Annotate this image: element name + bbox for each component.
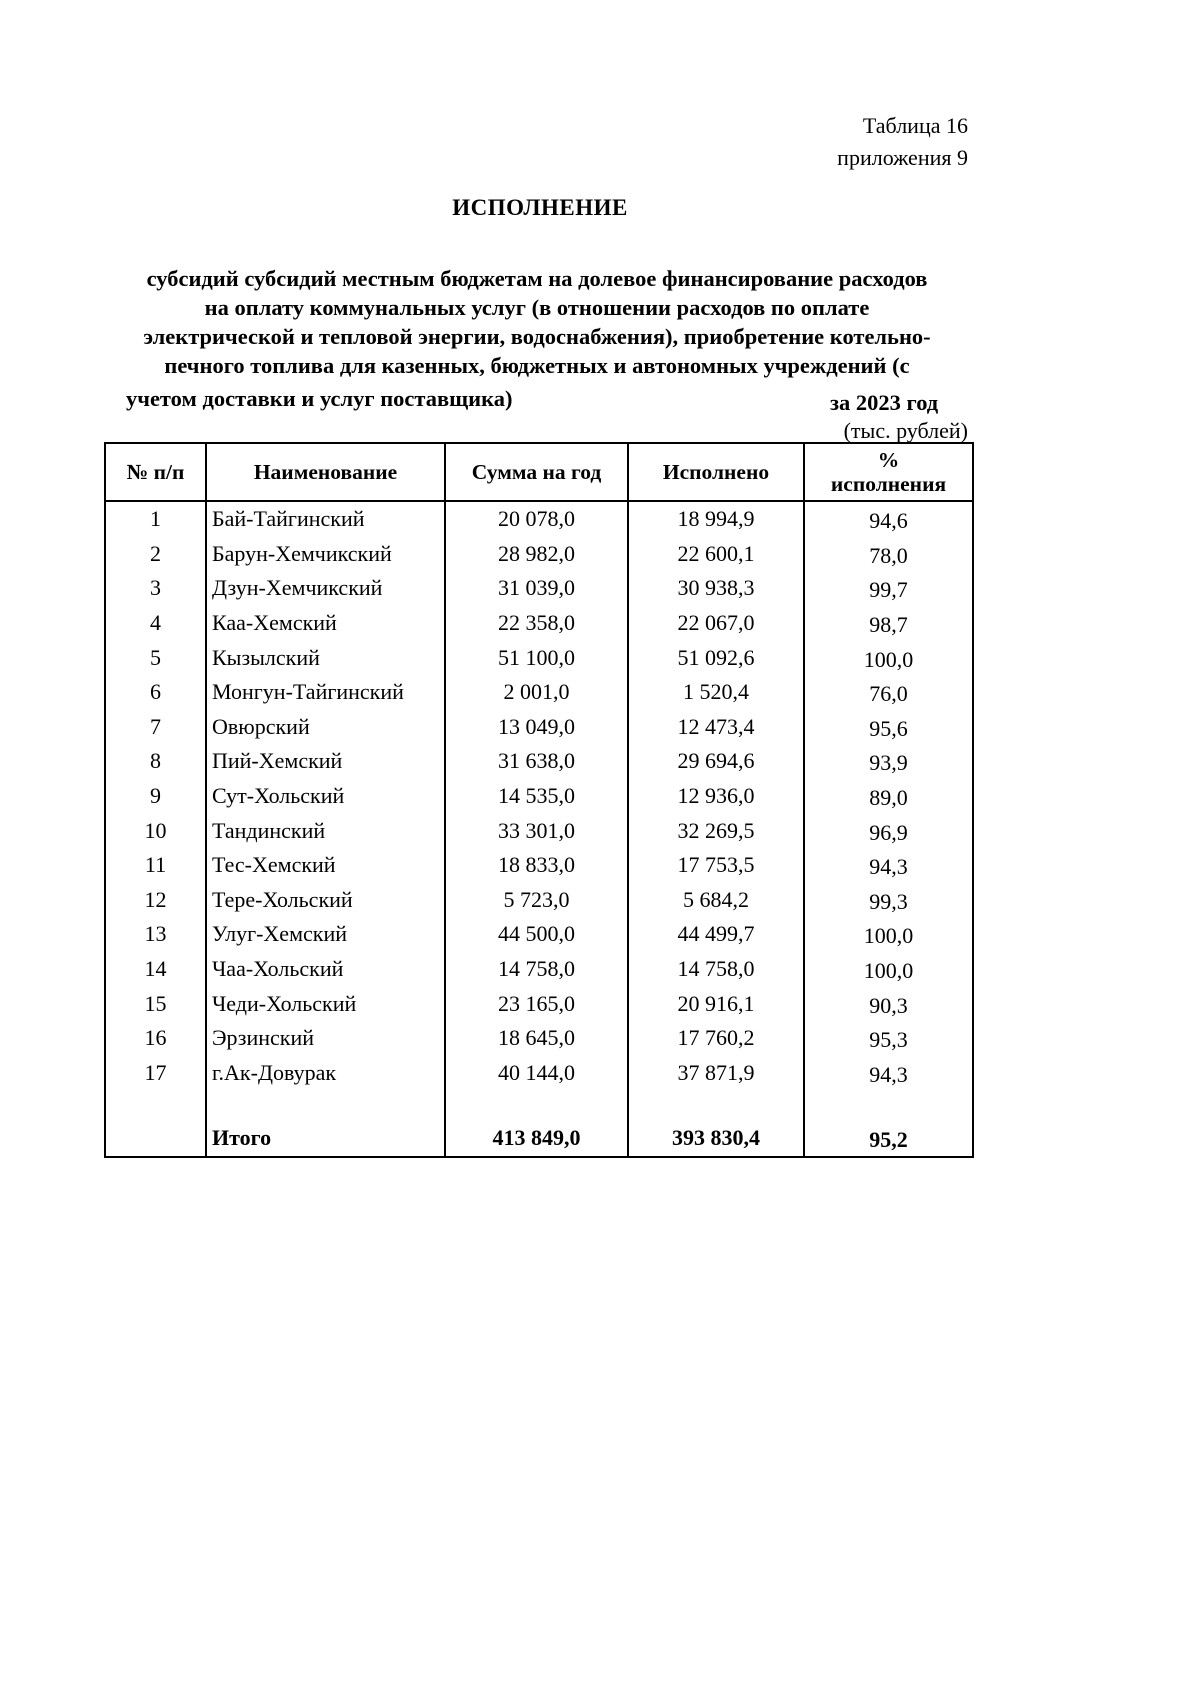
row-annual-amount: 13 049,0 [445, 710, 628, 745]
spacer-cell [445, 1090, 628, 1120]
row-number: 8 [105, 744, 206, 779]
row-percent: 98,7 [804, 606, 973, 641]
row-executed: 22 067,0 [628, 606, 804, 641]
subtitle-line: субсидий субсидий местным бюджетам на долевое финансирование расходов [146, 266, 928, 291]
table-row [105, 952, 973, 987]
row-name: Тес-Хемский [206, 848, 445, 883]
row-name: Каа-Хемский [206, 606, 445, 641]
document-title: ИСПОЛНЕНИЕ [452, 195, 628, 220]
table-row [105, 710, 973, 745]
row-annual-amount: 18 645,0 [445, 1021, 628, 1056]
header-number: № п/п [105, 443, 206, 501]
row-name: Бай-Тайгинский [206, 501, 445, 537]
header-percent-sign: % [877, 448, 900, 472]
row-executed: 29 694,6 [628, 744, 804, 779]
header-name: Наименование [206, 443, 445, 501]
row-executed: 51 092,6 [628, 640, 804, 675]
row-annual-amount: 22 358,0 [445, 606, 628, 641]
row-percent: 100,0 [804, 917, 973, 952]
units-label: (тыс. рублей) [843, 418, 968, 443]
row-number: 14 [105, 952, 206, 987]
subtitle-line: печного топлива для казенных, бюджетных и автономных учреждений (с [164, 353, 910, 378]
row-number: 12 [105, 883, 206, 918]
row-number: 5 [105, 640, 206, 675]
row-annual-amount: 28 982,0 [445, 537, 628, 572]
table-row [105, 848, 973, 883]
row-executed: 12 936,0 [628, 779, 804, 814]
table-row [105, 1021, 973, 1056]
table-row [105, 501, 973, 537]
row-number: 17 [105, 1056, 206, 1091]
subtitle-line: на оплату коммунальных услуг (в отношении расходов по оплате [204, 295, 870, 320]
row-percent: 76,0 [804, 675, 973, 710]
row-name: Сут-Хольский [206, 779, 445, 814]
row-executed: 20 916,1 [628, 986, 804, 1021]
row-executed: 22 600,1 [628, 537, 804, 572]
row-number: 10 [105, 813, 206, 848]
table-row [105, 640, 973, 675]
table-row [105, 1056, 973, 1091]
row-executed: 5 684,2 [628, 883, 804, 918]
row-annual-amount: 2 001,0 [445, 675, 628, 710]
subtitle-line: учетом доставки и услуг поставщика) [126, 386, 513, 411]
table-number: Таблица 16 [862, 113, 968, 138]
row-executed: 30 938,3 [628, 571, 804, 606]
row-number: 3 [105, 571, 206, 606]
row-percent: 99,7 [804, 571, 973, 606]
execution-table [104, 442, 974, 1158]
row-number: 7 [105, 710, 206, 745]
row-annual-amount: 51 100,0 [445, 640, 628, 675]
table-spacer-row [105, 1090, 973, 1120]
row-percent: 94,6 [804, 501, 973, 537]
row-annual-amount: 31 039,0 [445, 571, 628, 606]
document-subtitle [108, 264, 966, 380]
table-row [105, 986, 973, 1021]
row-name: Тандинский [206, 813, 445, 848]
appendix-number: приложения 9 [837, 145, 968, 170]
row-annual-amount: 31 638,0 [445, 744, 628, 779]
row-name: г.Ак-Довурак [206, 1056, 445, 1091]
row-annual-amount: 14 535,0 [445, 779, 628, 814]
row-name: Чаа-Хольский [206, 952, 445, 987]
row-executed: 14 758,0 [628, 952, 804, 987]
spacer-cell [804, 1090, 973, 1120]
row-annual-amount: 5 723,0 [445, 883, 628, 918]
row-number: 15 [105, 986, 206, 1021]
spacer-cell [105, 1090, 206, 1120]
row-annual-amount: 14 758,0 [445, 952, 628, 987]
row-annual-amount: 40 144,0 [445, 1056, 628, 1091]
row-percent: 94,3 [804, 848, 973, 883]
table-row [105, 537, 973, 572]
row-name: Овюрский [206, 710, 445, 745]
subtitle-line: электрической и тепловой энергии, водоснабжения), приобретение котельно- [143, 324, 931, 349]
spacer-cell [628, 1090, 804, 1120]
table-header-row [105, 443, 973, 501]
row-number: 4 [105, 606, 206, 641]
row-percent: 99,3 [804, 883, 973, 918]
row-name: Пий-Хемский [206, 744, 445, 779]
row-executed: 37 871,9 [628, 1056, 804, 1091]
table-row [105, 917, 973, 952]
page-reference [837, 110, 968, 174]
header-annual-amount: Сумма на год [445, 443, 628, 501]
row-executed: 18 994,9 [628, 501, 804, 537]
row-name: Улуг-Хемский [206, 917, 445, 952]
row-executed: 17 760,2 [628, 1021, 804, 1056]
row-name: Эрзинский [206, 1021, 445, 1056]
row-number: 11 [105, 848, 206, 883]
row-name: Монгун-Тайгинский [206, 675, 445, 710]
header-execution-percent [804, 443, 973, 501]
row-number: 6 [105, 675, 206, 710]
table-total-row [105, 1120, 973, 1157]
table-row [105, 813, 973, 848]
row-annual-amount: 20 078,0 [445, 501, 628, 537]
row-percent: 95,6 [804, 710, 973, 745]
row-percent: 78,0 [804, 537, 973, 572]
table-row [105, 571, 973, 606]
row-executed: 17 753,5 [628, 848, 804, 883]
spacer-cell [206, 1090, 445, 1120]
total-percent: 95,2 [804, 1120, 973, 1157]
row-executed: 12 473,4 [628, 710, 804, 745]
row-percent: 95,3 [804, 1021, 973, 1056]
row-name: Тере-Хольский [206, 883, 445, 918]
row-number: 9 [105, 779, 206, 814]
row-number: 13 [105, 917, 206, 952]
total-annual-amount: 413 849,0 [445, 1120, 628, 1157]
row-annual-amount: 44 500,0 [445, 917, 628, 952]
row-executed: 32 269,5 [628, 813, 804, 848]
row-executed: 44 499,7 [628, 917, 804, 952]
row-name: Кызылский [206, 640, 445, 675]
row-percent: 89,0 [804, 779, 973, 814]
row-percent: 100,0 [804, 640, 973, 675]
row-name: Дзун-Хемчикский [206, 571, 445, 606]
row-percent: 90,3 [804, 986, 973, 1021]
row-percent: 96,9 [804, 813, 973, 848]
table-row [105, 606, 973, 641]
header-executed: Исполнено [628, 443, 804, 501]
total-executed: 393 830,4 [628, 1120, 804, 1157]
row-percent: 93,9 [804, 744, 973, 779]
row-name: Барун-Хемчикский [206, 537, 445, 572]
total-number [105, 1120, 206, 1157]
row-annual-amount: 33 301,0 [445, 813, 628, 848]
row-number: 2 [105, 537, 206, 572]
table-row [105, 675, 973, 710]
report-period: за 2023 год [830, 390, 939, 415]
row-name: Чеди-Хольский [206, 986, 445, 1021]
row-percent: 94,3 [804, 1056, 973, 1091]
row-annual-amount: 23 165,0 [445, 986, 628, 1021]
row-number: 16 [105, 1021, 206, 1056]
row-percent: 100,0 [804, 952, 973, 987]
header-percent-label: исполнения [830, 472, 947, 496]
total-label: Итого [206, 1120, 445, 1157]
table-row [105, 744, 973, 779]
row-executed: 1 520,4 [628, 675, 804, 710]
table-row [105, 779, 973, 814]
row-number: 1 [105, 501, 206, 537]
table-row [105, 883, 973, 918]
row-annual-amount: 18 833,0 [445, 848, 628, 883]
